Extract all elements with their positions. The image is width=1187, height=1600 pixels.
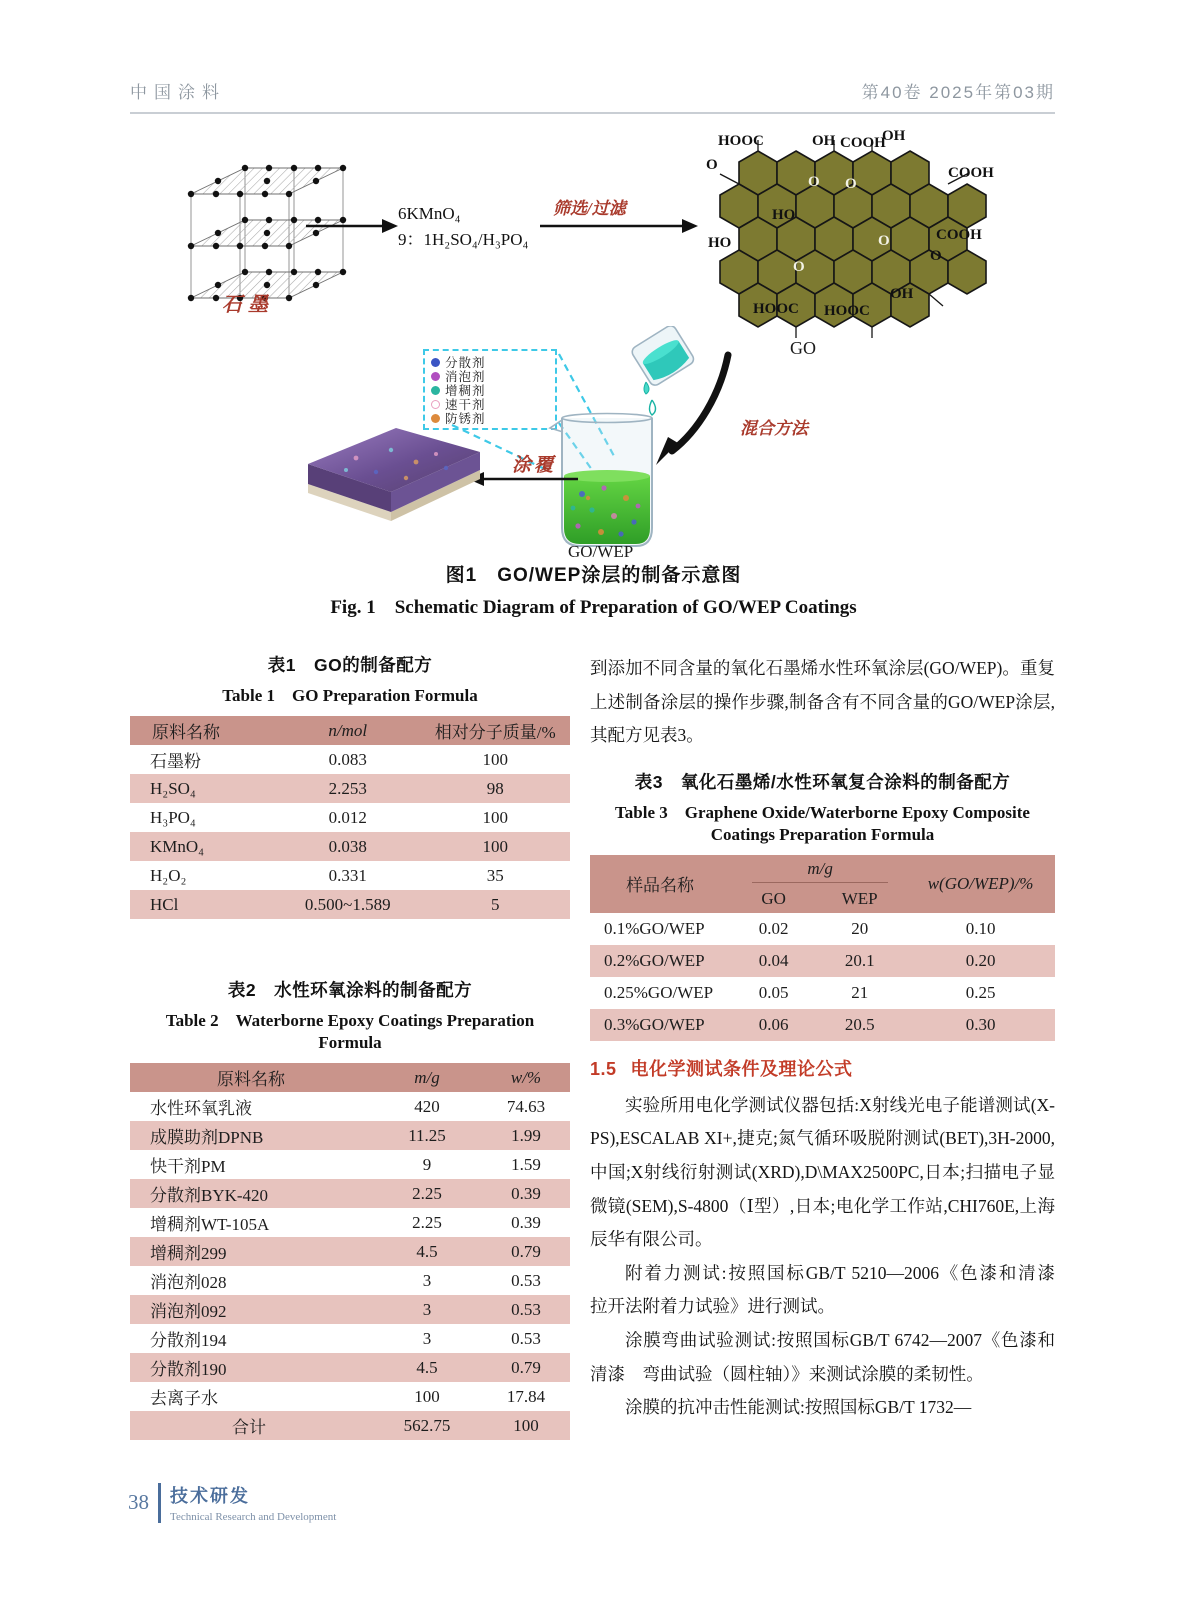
adhesion-paragraph: 附着力测试:按照国标GB/T 5210—2006《色漆和清漆 拉开法附着力试验》进行测试。	[590, 1262, 1073, 1317]
arrow-right-2	[540, 216, 698, 236]
table-row: H₂O₂ 0.331 35	[150, 865, 504, 885]
reagent-text	[398, 201, 528, 252]
figure-1	[0, 118, 1187, 566]
go-group-label: O	[845, 176, 857, 192]
footer-section-cn: 技术研发	[170, 1486, 250, 1506]
table-row: 分散剂194 3 0.53	[150, 1328, 541, 1350]
figure-caption-cn: 图1 GO/WEP涂层的制备示意图	[445, 565, 742, 586]
table-row: 成膜助剂DPNB 11.25 1.99	[130, 1121, 570, 1150]
legend-item: 消泡剂	[431, 369, 549, 383]
section-heading-1-5	[590, 1055, 1055, 1081]
table2-title-cn: 表2 水性环氧涂料的制备配方	[227, 980, 473, 1000]
go-group-label: COOH	[840, 135, 886, 151]
quick-dry-dot-icon	[431, 400, 440, 409]
additives-legend	[423, 349, 557, 430]
mixing-method-label: 混合方法	[740, 419, 808, 438]
table3-title-cn: 表3 氧化石墨烯/水性环氧复合涂料的制备配方	[634, 771, 1011, 792]
graphite-label: 石墨	[222, 294, 274, 316]
section-title: 电化学测试条件及理论公式	[630, 1058, 853, 1079]
page-header	[130, 78, 1055, 114]
left-column	[130, 652, 570, 1440]
figure-caption-en: Fig. 1 Schematic Diagram of Preparation of GO/WEP Coatings	[330, 597, 857, 618]
page-number: 38	[128, 1490, 149, 1514]
go-group-label: HOOC	[718, 133, 764, 149]
go-group-label: HO	[708, 235, 732, 251]
table3-header-row-2: GO WEP	[590, 887, 1055, 913]
table-row: 分散剂190 4.5 0.79	[130, 1353, 570, 1382]
go-group-label: HOOC	[824, 303, 870, 319]
table-row: 增稠剂WT-105A 2.25 0.39	[150, 1212, 541, 1234]
table-row: H₃PO₄ 0.012 100	[150, 807, 508, 827]
issue-info: 第40卷 2025年第03期	[861, 83, 1055, 102]
right-column	[590, 652, 1073, 1425]
arrow-right-1	[306, 216, 398, 236]
footer-section-en: Technical Research and Development	[170, 1511, 337, 1523]
table1-title-en: Table 1 GO Preparation Formula	[222, 686, 478, 705]
table-row: 去离子水 100 17.84	[150, 1386, 546, 1408]
table-row: KMnO₄ 0.038 100	[130, 832, 570, 861]
coating-label: 涂覆	[512, 455, 557, 476]
table3-title-en2: Coatings Preparation Formula	[710, 824, 935, 844]
footer-divider	[158, 1483, 161, 1523]
table3-title-en1: Table 3 Graphene Oxide/Waterborne Epoxy Composite	[615, 802, 1030, 822]
table-row: 快干剂PM 9 1.59	[150, 1154, 541, 1176]
go-group-label: COOH	[948, 165, 994, 181]
gowep-label: GO/WEP	[568, 542, 634, 561]
sieve-filter-label: 筛选/过滤	[553, 199, 626, 218]
legend-item: 防锈剂	[431, 411, 549, 425]
table3	[590, 855, 1055, 1041]
go-label: GO	[790, 338, 816, 358]
go-group-label: O	[808, 174, 820, 190]
go-group-label: OH	[890, 286, 914, 302]
table3-header-row-1: 样品名称 m/g w(GO/WEP)/%	[590, 855, 1055, 887]
coated-panel-image	[296, 420, 486, 536]
go-group-label: O	[793, 259, 805, 275]
pouring-cup-image	[612, 326, 704, 418]
go-group-label: OH	[882, 128, 906, 144]
table-row: 消泡剂092 3 0.53	[130, 1295, 570, 1324]
go-group-label: O	[930, 248, 942, 264]
table2-title-en1: Table 2 Waterborne Epoxy Coatings Preparation	[165, 1011, 535, 1030]
reagent-line-1: 6KMnO₄	[398, 204, 461, 223]
go-group-label: O	[706, 157, 718, 173]
table2-title-en2: Formula	[318, 1033, 382, 1052]
legend-item: 速干剂	[431, 397, 549, 411]
legend-item: 分散剂	[431, 355, 549, 369]
go-group-label: HOOC	[753, 301, 799, 317]
table1	[130, 716, 570, 919]
section-number: 1.5	[590, 1058, 617, 1079]
figure-caption	[0, 560, 1187, 619]
reagent-line-2: 9：1H₂SO₄/H₃PO₄	[398, 229, 529, 249]
table-row: 0.2%GO/WEP 0.04 20.1 0.20	[590, 945, 1055, 977]
legend-item: 增稠剂	[431, 383, 549, 397]
table2-header-row: 原料名称 m/g w/%	[130, 1063, 570, 1092]
table-row: 0.3%GO/WEP 0.06 20.5 0.30	[590, 1009, 1055, 1041]
table2	[130, 1063, 570, 1440]
table-row: 0.25%GO/WEP 0.05 21 0.25	[604, 982, 996, 1002]
table-row-total: 合计 562.75 100	[130, 1411, 570, 1440]
go-group-label: COOH	[936, 227, 982, 243]
dispersant-dot-icon	[431, 358, 440, 367]
table1-header-row: 原料名称 n/mol 相对分子质量/%	[130, 716, 570, 745]
go-group-label: HO	[772, 207, 796, 223]
go-group-label: OH	[812, 133, 836, 149]
instruments-paragraph: 实验所用电化学测试仪器包括:X射线光电子能谱测试(X-PS),ESCALAB XI+,捷克;氮气循环吸脱附测试(BET),3H-2000,中国;X射线衍射测试(XRD),D\MAX2500PC,日本;扫描电子显微镜(SEM),S-4800（Ⅰ型）,日本;电化学工作站,CHI760E,上海辰华有限公司。	[590, 1094, 1055, 1250]
impact-paragraph: 涂膜的抗冲击性能测试:按照国标GB/T 1732—	[625, 1397, 972, 1418]
thickener-dot-icon	[431, 386, 440, 395]
table-row: 0.1%GO/WEP 0.02 20 0.10	[604, 918, 996, 938]
table-row: H₂SO₄ 2.253 98	[130, 774, 570, 803]
table-row: 水性环氧乳液 420 74.63	[150, 1096, 546, 1118]
journal-title: 中国涂料	[130, 83, 226, 102]
defoamer-dot-icon	[431, 372, 440, 381]
table-row: 石墨粉 0.083 100	[150, 749, 508, 771]
bending-paragraph: 涂膜弯曲试验测试:按照国标GB/T 6742—2007《色漆和清漆 弯曲试验（圆柱轴）》来测试涂膜的柔韧性。	[590, 1329, 1055, 1384]
table-row: 增稠剂299 4.5 0.79	[130, 1237, 570, 1266]
table1-title-cn: 表1 GO的制备配方	[267, 655, 433, 675]
go-group-label: O	[878, 233, 890, 249]
table-row: HCl 0.500~1.589 5	[130, 890, 570, 919]
table-row: 消泡剂028 3 0.53	[150, 1270, 541, 1292]
page-footer	[128, 1482, 336, 1523]
intro-paragraph: 到添加不同含量的氧化石墨烯水性环氧涂层(GO/WEP)。重复上述制备涂层的操作步骤,制备含有不同含量的GO/WEP涂层,其配方见表3。	[590, 658, 1055, 746]
table-row: 分散剂BYK-420 2.25 0.39	[130, 1179, 570, 1208]
